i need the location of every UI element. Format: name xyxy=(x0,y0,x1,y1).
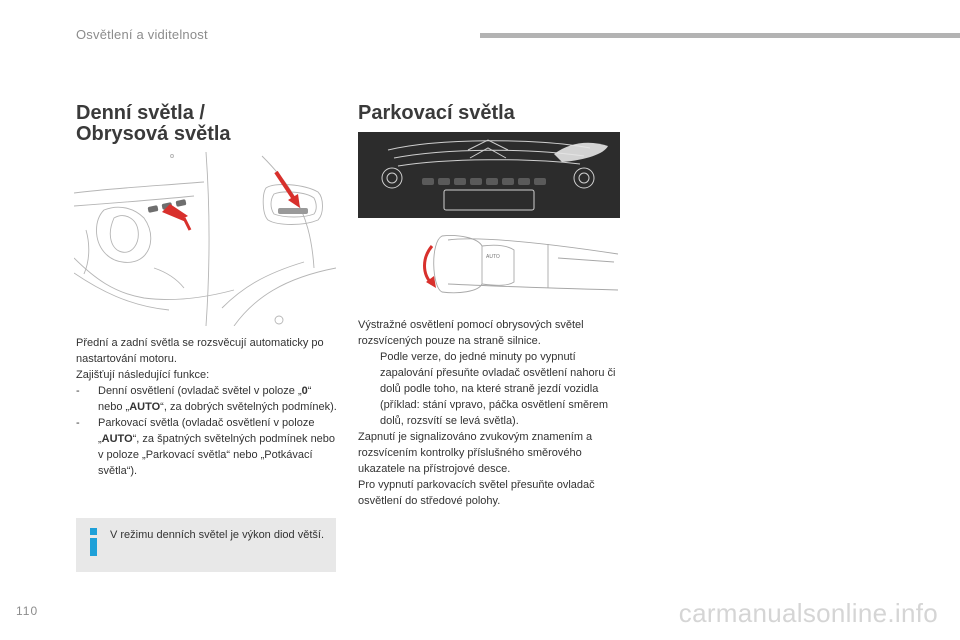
stalk-drawing xyxy=(418,232,620,296)
signal-paragraph: Zapnutí je signalizováno zvukovým znamením a rozsvícením kontrolky příslušného směrového ukazatele na přístrojové desce. xyxy=(358,431,593,475)
functions-paragraph: Zajišťují následující funkce: xyxy=(76,369,210,381)
warning-paragraph: Výstražné osvětlení pomocí obrysových světel rozsvícených pouze na straně silnice. xyxy=(358,319,584,347)
lighting-stalk-illustration xyxy=(418,232,620,296)
function-item-2: - Parkovací světla (ovladač osvětlení v poloze „AUTO“, za špatných světelných podmínek nebo v poloze „Parkovací světla“ nebo „Potkávací světla“). xyxy=(76,417,336,477)
intro-paragraph: Přední a zadní světla se rozsvěcují automaticky po nastartování motoru. xyxy=(76,337,324,365)
info-box xyxy=(76,518,336,572)
page-number: 110 xyxy=(16,604,39,618)
car-front-drawing xyxy=(358,132,620,218)
item-marker: - xyxy=(76,385,80,397)
stalk-label-auto: AUTO xyxy=(486,254,500,260)
info-icon xyxy=(88,528,100,562)
watermark: carmanualsonline.info xyxy=(678,598,938,628)
parking-lights-description xyxy=(358,317,620,509)
header-bar xyxy=(480,33,960,38)
section-title: Osvětlení a viditelnost xyxy=(76,27,208,42)
parking-lights-car-front-illustration xyxy=(358,132,620,218)
function-item-1: - Denní osvětlení (ovladač světel v poloze „0“ nebo „AUTO“, za dobrých světelných podmínek). xyxy=(76,385,337,413)
heading-line-1: Denní světla / xyxy=(76,102,205,124)
front-lights-drawing xyxy=(74,148,336,326)
version-bullet: Podle verze, do jedné minuty po vypnutí zapalování přesuňte ovladač osvětlení nahoru či dolů podle toho, na které straně jezdí vozidla (příklad: stání vpravo, páčka osvětlení směrem dolů, rozsvítí se levá světla). xyxy=(380,351,616,427)
daytime-lights-description xyxy=(76,335,338,479)
switch-off-paragraph: Pro vypnutí parkovacích světel přesuňte ovladač osvětlení do středové polohy. xyxy=(358,479,595,507)
daytime-lights-heading xyxy=(76,103,231,145)
heading-line-2: Obrysová světla xyxy=(76,123,231,145)
info-text: V režimu denních světel je výkon diod větší. xyxy=(110,529,324,541)
item-marker: - xyxy=(76,417,80,429)
front-lights-illustration xyxy=(74,148,336,326)
parking-lights-heading: Parkovací světla xyxy=(358,102,515,124)
